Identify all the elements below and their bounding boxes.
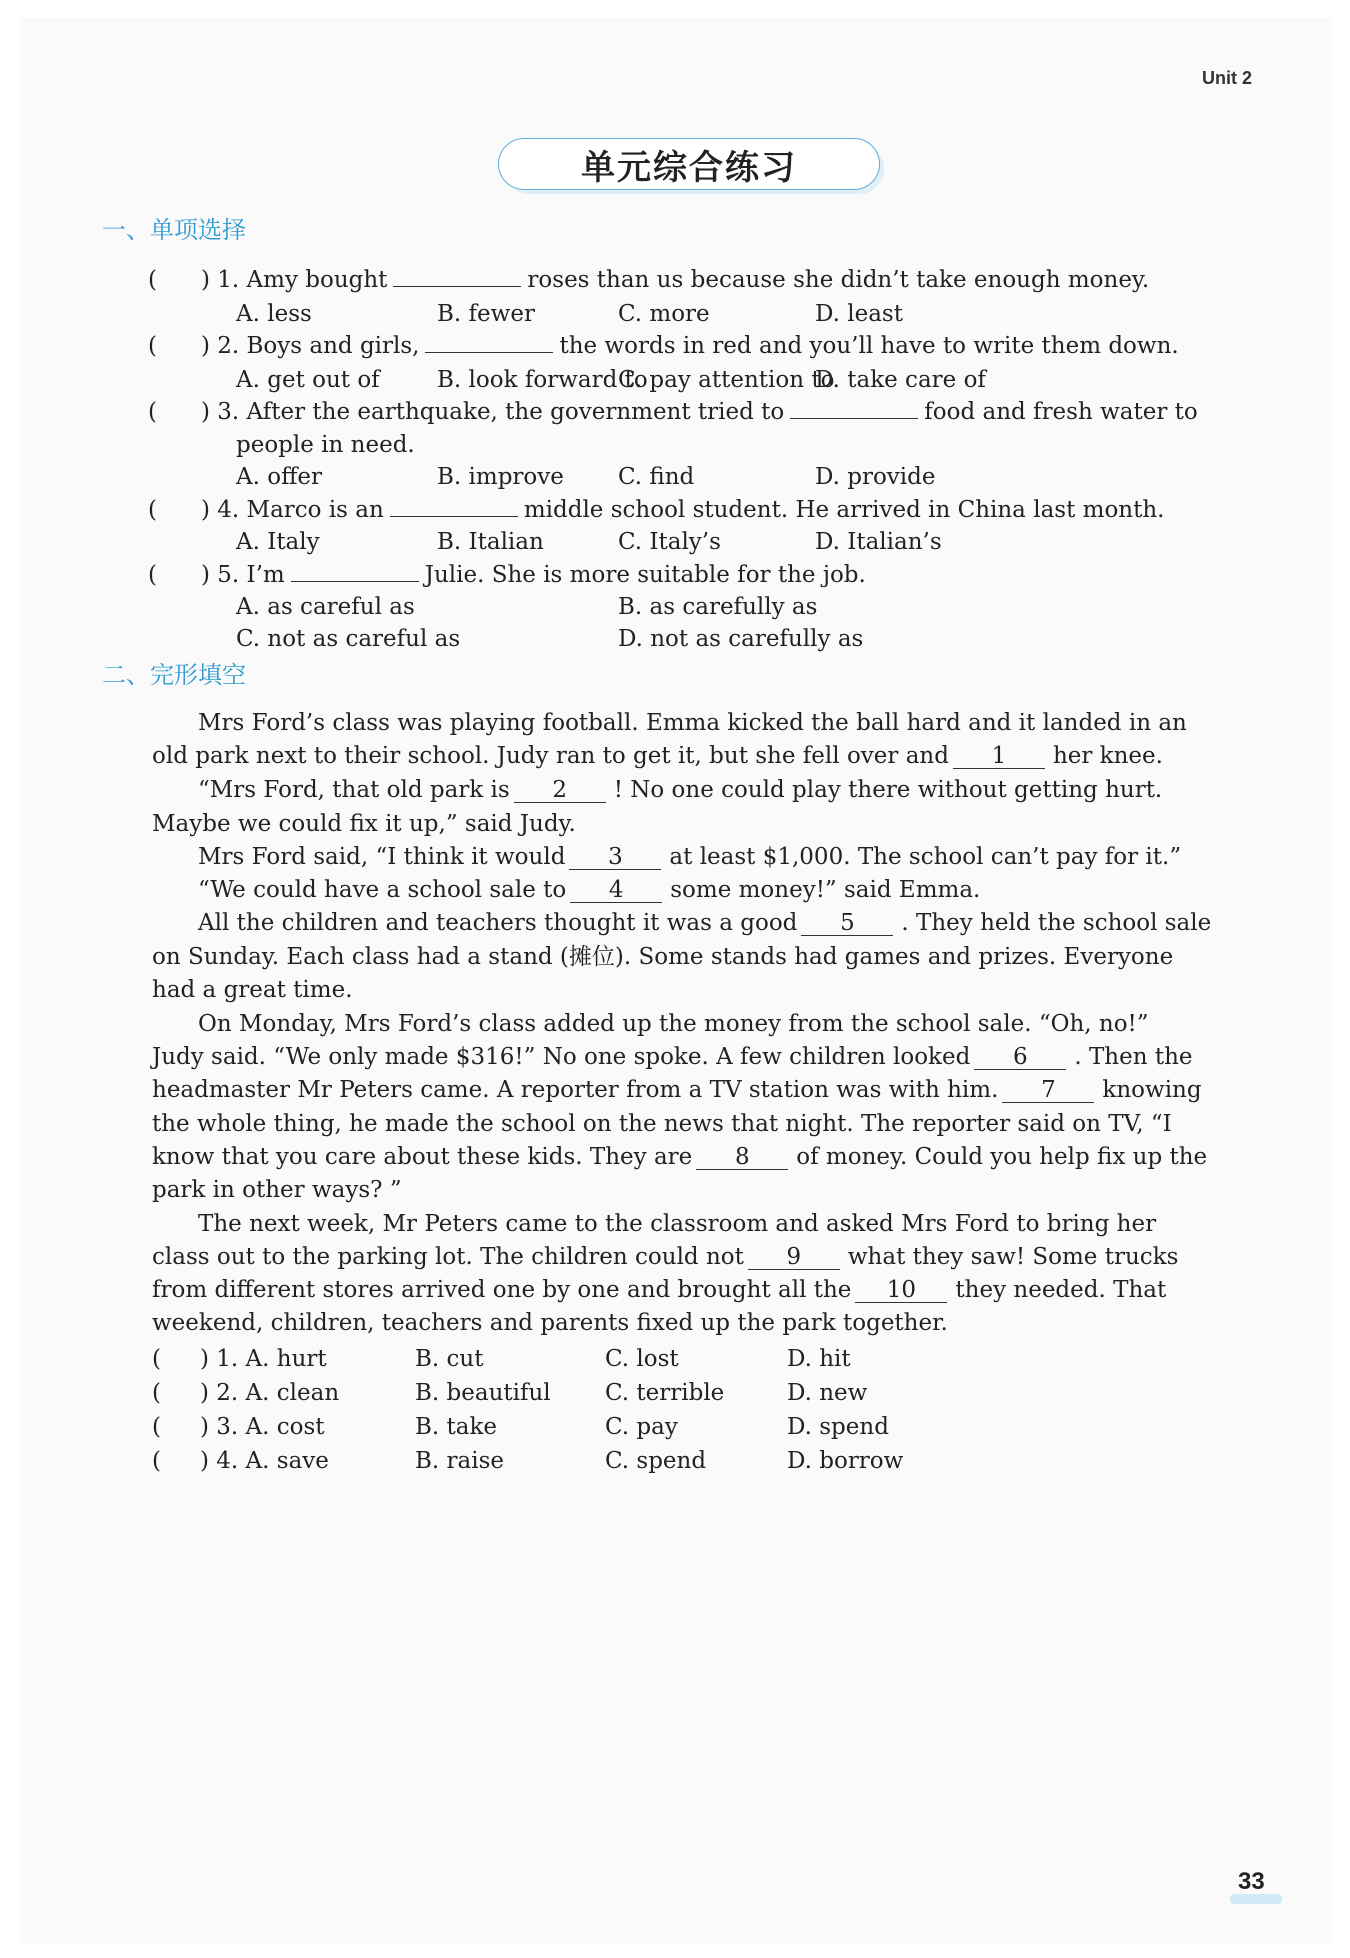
passage-line	[152, 745, 1163, 769]
passage-text: had a great time.	[152, 977, 353, 1003]
option: D. hit	[787, 1346, 851, 1372]
passage-text: park in other ways? ”	[152, 1177, 402, 1203]
option: A. offer	[236, 464, 323, 490]
answer-blank[interactable]	[390, 498, 518, 517]
option: B. improve	[437, 464, 564, 490]
passage-line	[198, 846, 1181, 870]
paren: (	[152, 1448, 161, 1474]
question-stem: ) 1. Amy bought	[200, 267, 388, 293]
paren: (	[148, 497, 157, 523]
option: B. look forward to	[437, 367, 648, 393]
numbered-blank[interactable]: 1	[953, 745, 1045, 769]
passage-text: her knee.	[1052, 743, 1163, 769]
passage-line	[152, 979, 353, 1002]
question-4	[148, 498, 1164, 522]
option: C. pay	[605, 1414, 678, 1440]
question-1	[148, 268, 1149, 292]
passage-text: weekend, children, teachers and parents fixed up the park together.	[152, 1310, 948, 1336]
question-rest: roses than us because she didn’t take enough money.	[527, 267, 1150, 293]
answer-blank[interactable]	[425, 334, 553, 353]
passage-text: ! No one could play there without getting hurt.	[613, 777, 1163, 803]
passage-line	[198, 712, 1187, 735]
choice-question: ) 3. A. cost	[200, 1414, 325, 1440]
page-number: 33	[1238, 1868, 1265, 1895]
passage-text: some money!” said Emma.	[670, 877, 981, 903]
question-rest: the words in red and you’ll have to write them down.	[559, 333, 1179, 359]
question-stem: ) 5. I’m	[200, 562, 285, 588]
numbered-blank[interactable]: 9	[748, 1246, 840, 1270]
passage-text: “Mrs Ford, that old park is	[198, 777, 510, 803]
option: D. least	[815, 301, 903, 327]
numbered-blank[interactable]: 4	[570, 879, 662, 903]
numbered-blank[interactable]: 7	[1002, 1079, 1094, 1103]
passage-text: “We could have a school sale to	[198, 877, 567, 903]
numbered-blank[interactable]: 8	[696, 1146, 788, 1170]
option: B. Italian	[437, 529, 544, 555]
passage-line	[152, 1046, 1193, 1070]
passage-text: . Then the	[1074, 1044, 1193, 1070]
option: D. provide	[815, 464, 936, 490]
option: C. pay attention to	[618, 367, 835, 393]
numbered-blank[interactable]: 10	[855, 1279, 947, 1303]
question-stem: ) 4. Marco is an	[200, 497, 384, 523]
option: C. not as careful as	[236, 626, 461, 652]
option: D. borrow	[787, 1448, 904, 1474]
option: C. Italy’s	[618, 529, 721, 555]
title-box	[498, 138, 880, 190]
answer-blank[interactable]	[790, 400, 918, 419]
passage-text: Mrs Ford’s class was playing football. Emma kicked the ball hard and it landed in an	[198, 710, 1187, 736]
passage-line	[152, 1146, 1207, 1170]
option: B. cut	[415, 1346, 484, 1372]
passage-text: class out to the parking lot. The children could not	[152, 1244, 744, 1270]
passage-text: Judy said. “We only made $316!” No one spoke. A few children looked	[152, 1044, 971, 1070]
numbered-blank[interactable]: 3	[569, 846, 661, 870]
passage-text: All the children and teachers thought it was a good	[198, 910, 798, 936]
choice-question: ) 4. A. save	[200, 1448, 329, 1474]
option: C. find	[618, 464, 695, 490]
option: B. as carefully as	[618, 594, 818, 620]
choice-question: ) 2. A. clean	[200, 1380, 340, 1406]
passage-text: headmaster Mr Peters came. A reporter from a TV station was with him.	[152, 1077, 999, 1103]
paren: (	[148, 333, 157, 359]
option: D. take care of	[815, 367, 986, 393]
passage-line	[152, 1312, 948, 1335]
numbered-blank[interactable]: 5	[801, 912, 893, 936]
question-rest: food and fresh water to	[924, 399, 1198, 425]
passage-line	[152, 946, 1173, 969]
paren: (	[152, 1346, 161, 1372]
answer-blank[interactable]	[393, 268, 521, 287]
page-title: 单元综合练习	[581, 147, 797, 188]
option: C. more	[618, 301, 710, 327]
passage-text: know that you care about these kids. They are	[152, 1144, 693, 1170]
passage-text: from different stores arrived one by one and brought all the	[152, 1277, 852, 1303]
passage-text: old park next to their school. Judy ran to get it, but she fell over and	[152, 743, 949, 769]
option: A. as careful as	[236, 594, 415, 620]
passage-line	[198, 1013, 1149, 1036]
paren: (	[152, 1380, 161, 1406]
passage-text: Mrs Ford said, “I think it would	[198, 844, 566, 870]
passage-line	[198, 1213, 1156, 1236]
passage-line	[152, 1079, 1202, 1103]
paren: (	[152, 1414, 161, 1440]
passage-text: Maybe we could fix it up,” said Judy.	[152, 811, 576, 837]
passage-text: on Sunday. Each class had a stand (摊位). Some stands had games and prizes. Everyone	[152, 944, 1174, 970]
question-continuation: people in need.	[236, 432, 415, 458]
option: A. get out of	[236, 367, 380, 393]
option: A. Italy	[236, 529, 320, 555]
question-3	[148, 400, 1198, 424]
option: D. new	[787, 1380, 868, 1406]
choice-question: ) 1. A. hurt	[200, 1346, 327, 1372]
section-heading-multiple-choice: 一、单项选择	[102, 216, 246, 244]
passage-line	[198, 779, 1162, 803]
passage-line	[198, 912, 1211, 936]
passage-text: at least $1,000. The school can’t pay for it.”	[669, 844, 1182, 870]
section-heading-cloze: 二、完形填空	[102, 661, 246, 689]
question-stem: ) 2. Boys and girls,	[200, 333, 420, 359]
passage-text: The next week, Mr Peters came to the classroom and asked Mrs Ford to bring her	[198, 1211, 1157, 1237]
question-2	[148, 334, 1179, 358]
option: B. raise	[415, 1448, 505, 1474]
passage-text: they needed. That	[955, 1277, 1167, 1303]
passage-text: the whole thing, he made the school on the news that night. The reporter said on TV, “I	[152, 1111, 1172, 1137]
option: C. lost	[605, 1346, 679, 1372]
passage-line	[152, 1179, 402, 1202]
option: C. spend	[605, 1448, 707, 1474]
passage-line	[198, 879, 980, 903]
option: B. beautiful	[415, 1380, 551, 1406]
question-rest: middle school student. He arrived in China last month.	[523, 497, 1165, 523]
passage-line	[152, 1113, 1172, 1136]
passage-line	[152, 813, 576, 836]
paren: (	[148, 399, 157, 425]
passage-line	[152, 1246, 1178, 1270]
passage-text: On Monday, Mrs Ford’s class added up the money from the school sale. “Oh, no!”	[198, 1011, 1149, 1037]
option: D. Italian’s	[815, 529, 942, 555]
passage-text: . They held the school sale	[901, 910, 1212, 936]
passage-text: of money. Could you help fix up the	[796, 1144, 1208, 1170]
numbered-blank[interactable]: 2	[514, 779, 606, 803]
question-rest: Julie. She is more suitable for the job.	[424, 562, 866, 588]
answer-blank[interactable]	[291, 563, 419, 582]
option: B. take	[415, 1414, 498, 1440]
passage-text: knowing	[1102, 1077, 1202, 1103]
paren: (	[148, 267, 157, 293]
option: B. fewer	[437, 301, 535, 327]
option: A. less	[236, 301, 312, 327]
passage-line	[152, 1279, 1166, 1303]
question-5	[148, 563, 866, 587]
numbered-blank[interactable]: 6	[974, 1046, 1066, 1070]
passage-text: what they saw! Some trucks	[847, 1244, 1179, 1270]
unit-label: Unit 2	[1202, 68, 1253, 88]
option: D. not as carefully as	[618, 626, 864, 652]
paren: (	[148, 562, 157, 588]
worksheet-page	[20, 18, 1332, 1943]
question-stem: ) 3. After the earthquake, the government tried to	[200, 399, 785, 425]
option: C. terrible	[605, 1380, 725, 1406]
option: D. spend	[787, 1414, 889, 1440]
